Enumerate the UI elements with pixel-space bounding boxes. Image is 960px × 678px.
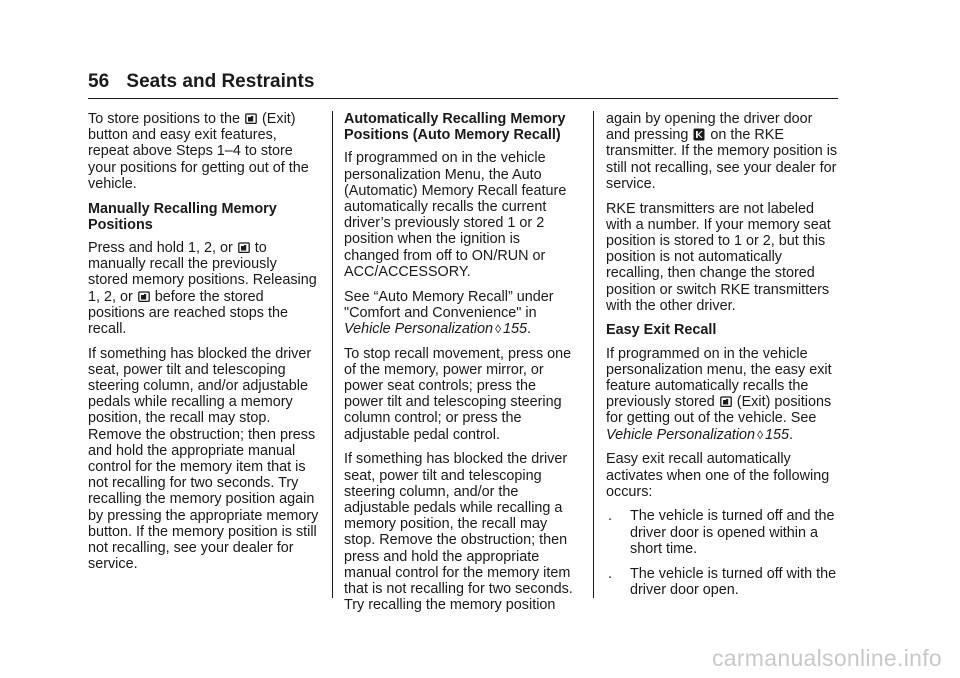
section-title: Seats and Restraints (126, 71, 315, 92)
bullet-mark: . (608, 565, 612, 582)
paragraph (606, 111, 838, 192)
text: before the stored positions are reached stops the recall. (88, 288, 288, 337)
page-header (88, 68, 838, 96)
column-divider (593, 111, 594, 598)
page-reference-number[interactable]: 155 (503, 320, 528, 337)
paragraph: If programmed on in the vehicle personalization Menu, the Auto (Automatic) Memory Recall feature automatically recalls the current driver’s previously stored 1 or 2 position when the ignition is changed from off to ON/RUN or ACC/ACCESSORY. (344, 150, 567, 280)
watermark: carmanualsonline.info (711, 645, 942, 671)
paragraph: If something has blocked the driver seat, power tilt and telescoping steering column, and/or adjustable pedals while recalling a memory position, the recall may stop. Remove the obstruction; then press and hold the appropriate manual control for the memory item that is not recalling for two seconds. Try recalling the memory position again by pressing the appropriate memory button. If the memory position is still not recalling, see your dealer for service. (88, 345, 319, 573)
text: . (527, 320, 532, 337)
exit-seat-icon (245, 112, 257, 125)
cross-reference-link[interactable]: Vehicle Personalization (606, 426, 756, 443)
exit-seat-icon (720, 395, 732, 408)
text: See “Auto Memory Recall” under "Comfort and Convenience" in (344, 288, 554, 321)
column-middle (344, 111, 576, 622)
exit-seat-icon (138, 290, 150, 303)
section-heading: Easy Exit Recall (606, 322, 717, 339)
paragraph: To stop recall movement, press one of the memory, power mirror, or power seat controls; press the power tilt and telescoping steering column control; or press the adjustable pedal control. (344, 345, 572, 443)
bullet-mark: . (608, 508, 612, 525)
paragraph (606, 346, 838, 443)
list-item-text: The vehicle is turned off with the driver door open. (630, 565, 837, 598)
text: again by opening the driver door and pressing (606, 111, 813, 144)
text: (Exit) positions for getting out of the vehicle. See (606, 394, 832, 427)
paragraph: RKE transmitters are not labeled with a number. If your memory seat position is stored to 1 or 2, but this position is not automatically recalling, then change the stored position or switch RKE transmitters with the other driver. (606, 200, 831, 314)
paragraph (88, 111, 320, 192)
paragraph (344, 289, 576, 338)
column-left (88, 111, 320, 581)
column-right (606, 111, 838, 606)
list-item-text: The vehicle is turned off and the driver door is opened within a short time. (630, 508, 835, 557)
text: (Exit) button and easy exit features, repeat above Steps 1–4 to store your positions for getting out of the vehicle. (88, 111, 309, 192)
section-heading: Automatically Recalling Memory Positions (Auto Memory Recall) (344, 111, 566, 144)
section-heading: Manually Recalling Memory Positions (88, 200, 277, 233)
text: If programmed on in the vehicle personalization menu, the easy exit feature automatically recalls the previously stored (606, 345, 832, 411)
header-rule (88, 98, 838, 99)
text: To store positions to the (88, 111, 240, 127)
page-reference-icon: ◊ (495, 321, 501, 336)
text: . (789, 426, 794, 443)
text: on the RKE transmitter. If the memory position is still not recalling, see your dealer for service. (606, 127, 838, 192)
page-number: 56 (88, 71, 110, 92)
page-reference-number[interactable]: 155 (765, 426, 790, 443)
list-item (606, 566, 838, 598)
text: Press and hold 1, 2, or (88, 239, 233, 256)
paragraph (88, 240, 320, 337)
text: to manually recall the previously stored memory positions. Releasing 1, 2, or (88, 239, 317, 305)
list-item (606, 508, 838, 557)
exit-seat-icon (238, 241, 250, 254)
paragraph: Easy exit recall automatically activates when one of the following occurs: (606, 451, 830, 500)
paragraph: If something has blocked the driver seat, power tilt and telescoping steering column, and/or the adjustable pedals while recalling a memory position, the recall may stop. Remove the obstruction; then press and hold the appropriate manual control for the memory item that is not recalling for two seconds. Try recalling the memory position (344, 451, 573, 614)
page-reference-icon: ◊ (757, 427, 763, 442)
rke-unlock-icon (693, 128, 705, 141)
column-divider (332, 111, 333, 598)
cross-reference-link[interactable]: Vehicle Personalization (344, 320, 494, 337)
